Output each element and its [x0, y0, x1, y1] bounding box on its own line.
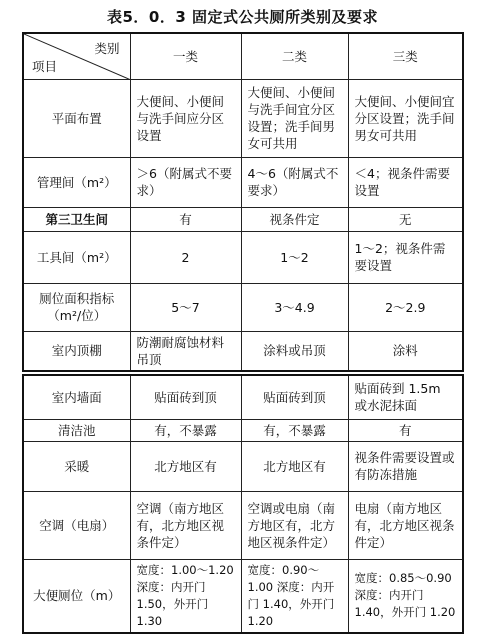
- cell-class2: 4～6（附属式不要求）: [241, 157, 348, 207]
- cell-class3: ＜4；视条件需要设置: [348, 157, 463, 207]
- cell-class1: 宽度：1.00～1.20 深度：内开门 1.50，外开门 1.30: [130, 559, 241, 633]
- table-row: [23, 283, 463, 331]
- row-label: 厕位面积指标（m²/位）: [23, 283, 130, 331]
- table-row: [23, 375, 463, 419]
- cell-class3: 涂料: [348, 331, 463, 371]
- row-label: 管理间（m²）: [23, 157, 130, 207]
- row-label: 采暖: [23, 441, 130, 491]
- cell-class2: 北方地区有: [241, 441, 348, 491]
- col-header-class3: 三类: [348, 33, 463, 79]
- cell-class1: 2: [130, 231, 241, 283]
- cell-class3: 视条件需要设置或有防冻措施: [348, 441, 463, 491]
- row-label: 工具间（m²）: [23, 231, 130, 283]
- cell-class2: 宽度：0.90～1.00 深度：内开门 1.40，外开门 1.20: [241, 559, 348, 633]
- col-header-class2: 二类: [241, 33, 348, 79]
- cell-class3: 宽度：0.85～0.90 深度：内开门 1.40，外开门 1.20: [348, 559, 463, 633]
- row-label: 室内墙面: [23, 375, 130, 419]
- cell-class3: 1～2；视条件需要设置: [348, 231, 463, 283]
- table-row: [23, 331, 463, 371]
- table-row: [23, 491, 463, 559]
- table-row: [23, 157, 463, 207]
- row-label: 平面布置: [23, 79, 130, 157]
- cell-class1: 防潮耐腐蚀材料吊顶: [130, 331, 241, 371]
- cell-class1: 有，不暴露: [130, 419, 241, 441]
- cell-class2: 有，不暴露: [241, 419, 348, 441]
- header-row: [23, 33, 463, 79]
- diag-header-category: 类别: [94, 41, 120, 56]
- cell-class2: 空调或电扇（南方地区有，北方地区视条件定）: [241, 491, 348, 559]
- cell-class2: 3～4.9: [241, 283, 348, 331]
- cell-class2: 1～2: [241, 231, 348, 283]
- table-row: [23, 559, 463, 633]
- category-requirements-table-bottom: [22, 374, 464, 634]
- row-label: 第三卫生间: [23, 207, 130, 231]
- table-row: [23, 79, 463, 157]
- cell-class3: 有: [348, 419, 463, 441]
- cell-class1: 贴面砖到顶: [130, 375, 241, 419]
- table-title: 表5．0．3 固定式公共厕所类别及要求: [106, 8, 379, 26]
- cell-class1: 北方地区有: [130, 441, 241, 491]
- col-header-class1: 一类: [130, 33, 241, 79]
- row-label: 大便厕位（m）: [23, 559, 130, 633]
- table-row: [23, 419, 463, 441]
- cell-class2: 大便间、小便间与洗手间宜分区设置；洗手间男女可共用: [241, 79, 348, 157]
- row-label: 空调（电扇）: [23, 491, 130, 559]
- cell-class1: 大便间、小便间与洗手间应分区设置: [130, 79, 241, 157]
- category-requirements-table-top: [22, 32, 464, 372]
- table-row: [23, 231, 463, 283]
- diag-header-item: 项目: [32, 58, 58, 74]
- cell-class3: 贴面砖到 1.5m 或水泥抹面: [348, 375, 463, 419]
- cell-class2: 视条件定: [241, 207, 348, 231]
- cell-class1: 空调（南方地区有，北方地区视条件定）: [130, 491, 241, 559]
- cell-class3: 电扇（南方地区有，北方地区视条件定）: [348, 491, 463, 559]
- cell-class3: 2～2.9: [348, 283, 463, 331]
- cell-class1: ＞6（附属式不要求）: [130, 157, 241, 207]
- cell-class1: 有: [130, 207, 241, 231]
- cell-class1: 5～7: [130, 283, 241, 331]
- row-label: 室内顶棚: [23, 331, 130, 371]
- table-row: [23, 441, 463, 491]
- row-label: 清洁池: [23, 419, 130, 441]
- cell-class3: 大便间、小便间宜分区设置；洗手间男女可共用: [348, 79, 463, 157]
- cell-class2: 涂料或吊顶: [241, 331, 348, 371]
- cell-class2: 贴面砖到顶: [241, 375, 348, 419]
- table-row: [23, 207, 463, 231]
- diagonal-header-cell: [23, 33, 130, 79]
- cell-class3: 无: [348, 207, 463, 231]
